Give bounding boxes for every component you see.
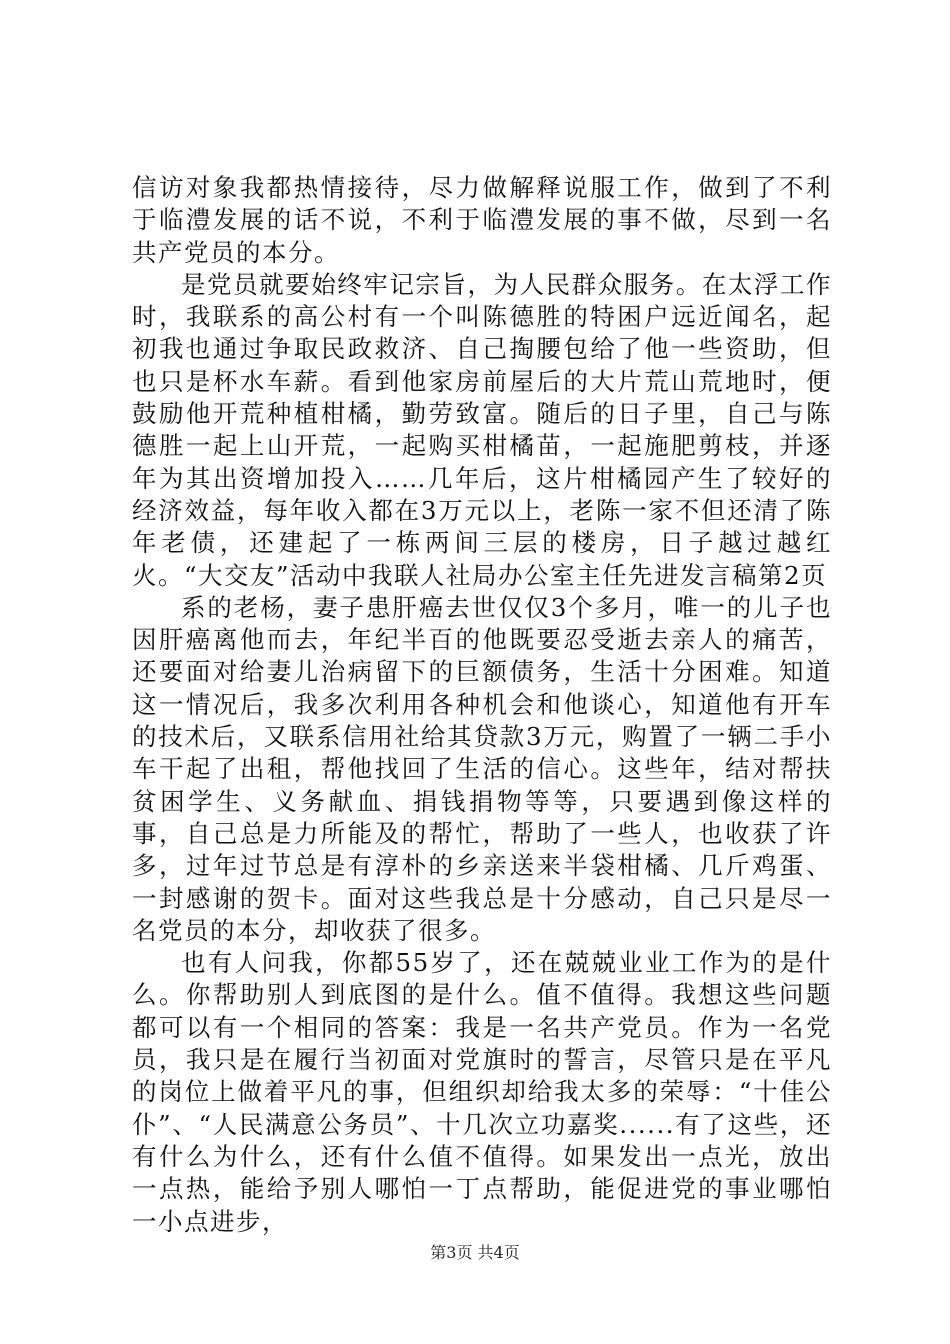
document-body	[132, 172, 832, 1238]
paragraph-3: 系的老杨，妻子患肝癌去世仅仅3个多月，唯一的儿子也因肝癌离他而去，年纪半百的他既要忍受逝去亲人的痛苦，还要面对给妻儿治病留下的巨额债务，生活十分困难。知道这一情况后，我多次利用各种机会和他谈心，知道他有开车的技术后，又联系信用社给其贷款3万元，购置了一辆二手小车干起了出租，帮他找回了生活的信心。这些年，结对帮扶贫困学生、义务献血、捐钱捐物等等，只要遇到像这样的事，自己总是力所能及的帮忙，帮助了一些人，也收获了许多，过年过节总是有淳朴的乡亲送来半袋柑橘、几斤鸡蛋、一封感谢的贺卡。面对这些我总是十分感动，自己只是尽一名党员的本分，却收获了很多。	[132, 592, 832, 945]
paragraph-4: 也有人问我，你都55岁了，还在兢兢业业工作为的是什么。你帮助别人到底图的是什么。值不值得。我想这些问题都可以有一个相同的答案：我是一名共产党员。作为一名党员，我只是在履行当初面对党旗时的誓言，尽管只是在平凡的岗位上做着平凡的事，但组织却给我太多的荣辱：“十佳公仆”、“人民满意公务员”、十几次立功嘉奖......有了这些，还有什么为什么，还有什么值不值得。如果发出一点光，放出一点热，能给予别人哪怕一丁点帮助，能促进党的事业哪怕一小点进步，	[132, 948, 832, 1236]
paragraph-2: 是党员就要始终牢记宗旨，为人民群众服务。在太浮工作时，我联系的高公村有一个叫陈德胜的特困户远近闻名，起初我也通过争取民政救济、自己掏腰包给了他一些资助，但也只是杯水车薪。看到他家房前屋后的大片荒山荒地时，便鼓励他开荒种植柑橘，勤劳致富。随后的日子里，自己与陈德胜一起上山开荒，一起购买柑橘苗，一起施肥剪枝，并逐年为其出资增加投入……几年后，这片柑橘园产生了较好的经济效益，每年收入都在3万元以上，老陈一家不但还清了陈年老债，还建起了一栋两间三层的楼房，日子越过越红火。“大交友”活动中我联人社局办公室主任先进发言稿第2页	[132, 269, 832, 590]
page-number-footer: 第3页 共4页	[430, 1243, 520, 1262]
paragraph-1: 信访对象我都热情接待，尽力做解释说服工作，做到了不利于临澧发展的话不说，不利于临澧发展的事不做，尽到一名共产党员的本分。	[132, 173, 832, 267]
